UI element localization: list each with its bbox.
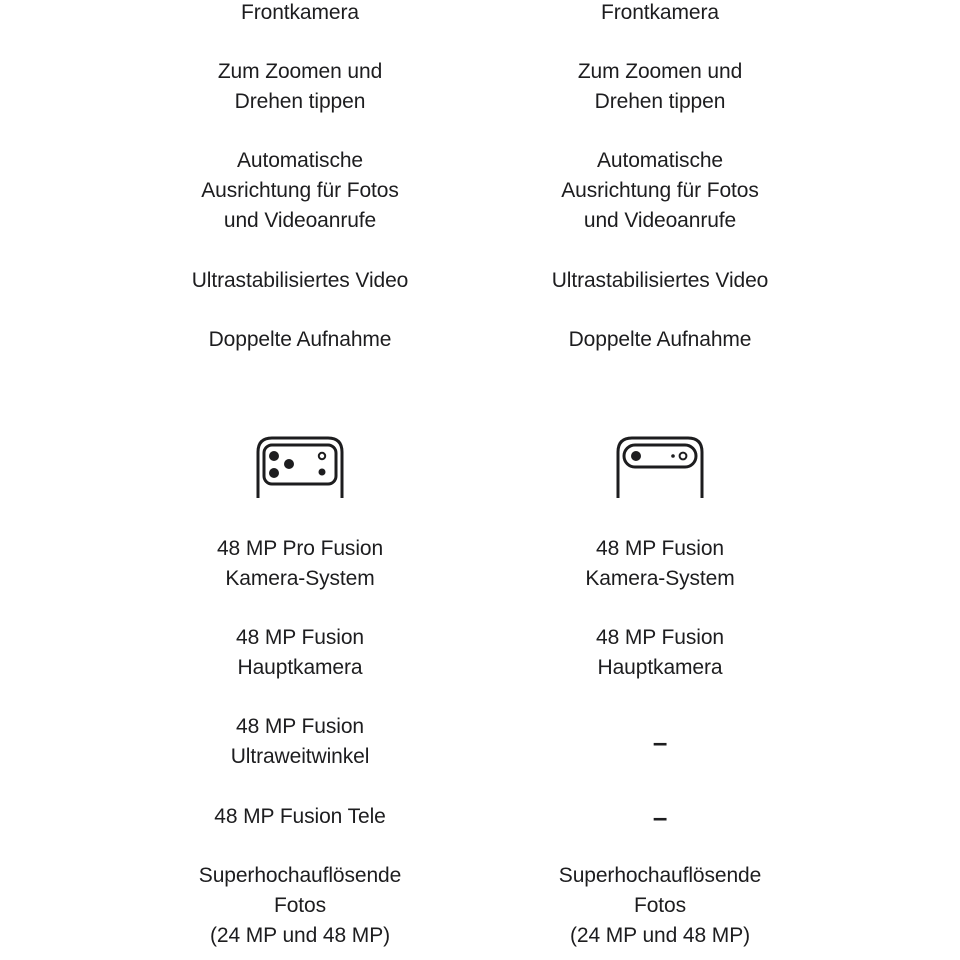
ultra-wide-spec: – bbox=[652, 727, 668, 757]
single-camera-module-icon bbox=[615, 436, 705, 500]
zoom-rotate-feature: Zum Zoomen und Drehen tippen bbox=[217, 60, 383, 113]
super-resolution-spec: Superhochauflösende Fotos (24 MP und 48 MP) bbox=[558, 864, 762, 947]
super-resolution-spec: Superhochauflösende Fotos (24 MP und 48 MP) bbox=[198, 864, 402, 947]
triple-camera-module-icon bbox=[255, 436, 345, 500]
dual-capture-feature: Doppelte Aufnahme bbox=[208, 328, 392, 351]
telephoto-spec: 48 MP Fusion Tele bbox=[214, 805, 386, 828]
camera-system-spec: 48 MP Fusion Kamera-System bbox=[585, 537, 735, 590]
ultra-stabilized-video-feature: Ultrastabilisiertes Video bbox=[551, 269, 769, 292]
front-camera-label: Frontkamera bbox=[241, 1, 359, 24]
telephoto-spec: – bbox=[652, 802, 668, 832]
zoom-rotate-feature: Zum Zoomen und Drehen tippen bbox=[577, 60, 743, 113]
ultra-wide-spec: 48 MP Fusion Ultraweitwinkel bbox=[230, 715, 370, 768]
camera-system-spec: 48 MP Pro Fusion Kamera-System bbox=[216, 537, 384, 590]
comparison-column-right bbox=[510, 0, 810, 960]
comparison-column-left bbox=[150, 0, 450, 960]
auto-orientation-feature: Automatische Ausrichtung für Fotos und Videoanrufe bbox=[561, 149, 759, 232]
dual-capture-feature: Doppelte Aufnahme bbox=[568, 328, 752, 351]
front-camera-label: Frontkamera bbox=[601, 1, 719, 24]
ultra-stabilized-video-feature: Ultrastabilisiertes Video bbox=[191, 269, 409, 292]
auto-orientation-feature: Automatische Ausrichtung für Fotos und Videoanrufe bbox=[201, 149, 399, 232]
main-camera-spec: 48 MP Fusion Hauptkamera bbox=[236, 626, 364, 679]
main-camera-spec: 48 MP Fusion Hauptkamera bbox=[596, 626, 724, 679]
